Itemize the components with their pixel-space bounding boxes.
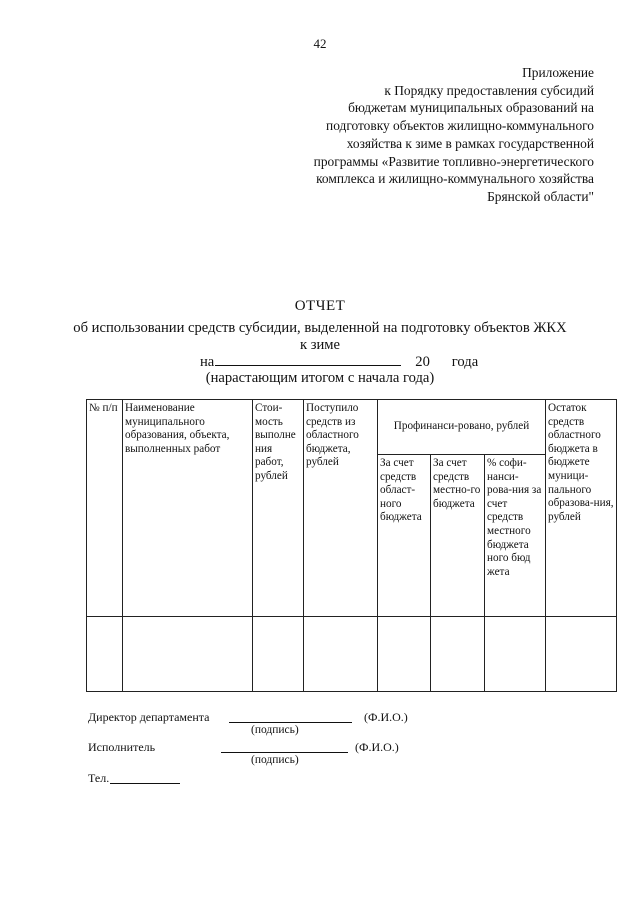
appendix-block [234, 64, 594, 206]
year-suffix: года [451, 354, 479, 370]
appendix-line: Брянской области" [487, 188, 594, 204]
executor-label: Исполнитель [88, 740, 156, 754]
report-date-line [200, 353, 600, 371]
report-table [86, 399, 617, 692]
executor-name-caption: (Ф.И.О.) [355, 740, 399, 754]
header-cost: Стои-мость выполне ния работ, рублей [253, 400, 304, 617]
report-heading: ОТЧЕТ [294, 298, 346, 314]
report-period: (нарастающим итогом с начала года) [205, 370, 435, 386]
table-row [87, 617, 617, 692]
table-cell[interactable] [304, 617, 378, 692]
table-cell[interactable] [253, 617, 304, 692]
appendix-line: Приложение [522, 65, 594, 80]
report-subtitle-2: к зиме [299, 337, 341, 353]
director-signature-caption: (подпись) [251, 724, 299, 736]
table-cell[interactable] [431, 617, 485, 692]
header-name: Наименование муниципального образования, объекта, выполненных работ [123, 400, 253, 617]
table-cell[interactable] [87, 617, 123, 692]
director-signature-line[interactable] [229, 722, 352, 723]
header-financed-local: За счет средств местно-го бюджета [431, 455, 485, 617]
report-subtitle: об использовании средств субсидии, выделенной на подготовку объектов ЖКХ [73, 320, 567, 336]
executor-signature-caption: (подпись) [251, 754, 299, 766]
date-blank [215, 353, 401, 366]
page-number: 42 [313, 36, 327, 51]
appendix-line: комплекса и жилищно-коммунального хозяйства [316, 171, 594, 187]
table-cell[interactable] [378, 617, 431, 692]
header-cofinancing-percent: % софи-нанси-рова-ния за счет средств местного бюджета ного бюд жета [485, 455, 546, 617]
table-cell[interactable] [123, 617, 253, 692]
appendix-line: бюджетам муниципальных образований на [348, 100, 594, 116]
appendix-line: программы «Развитие топливно-энергетического [313, 153, 594, 169]
header-no: № п/п [87, 400, 123, 617]
header-financed-regional: За счет средств област-ного бюджета [378, 455, 431, 617]
director-name-caption: (Ф.И.О.) [364, 710, 408, 724]
header-financed: Профинанси-ровано, рублей [378, 400, 546, 455]
year-prefix: 20 [415, 354, 430, 370]
appendix-line: к Порядку предоставления субсидий [384, 82, 594, 98]
header-balance: Остаток средств областного бюджета в бюджете муници-пального образова-ния, рублей [546, 400, 617, 617]
executor-signature-line[interactable] [221, 752, 348, 753]
phone-label: Тел. [88, 771, 110, 785]
date-prefix: на [200, 354, 215, 370]
table-cell[interactable] [485, 617, 546, 692]
table-cell[interactable] [546, 617, 617, 692]
appendix-line: подготовку объектов жилищно-коммунального [326, 118, 594, 134]
header-received: Поступило средств из областного бюджета, рублей [304, 400, 378, 617]
phone-line[interactable] [110, 783, 180, 784]
director-label: Директор департамента [88, 710, 210, 724]
appendix-line: хозяйства к зиме в рамках государственной [346, 135, 594, 151]
